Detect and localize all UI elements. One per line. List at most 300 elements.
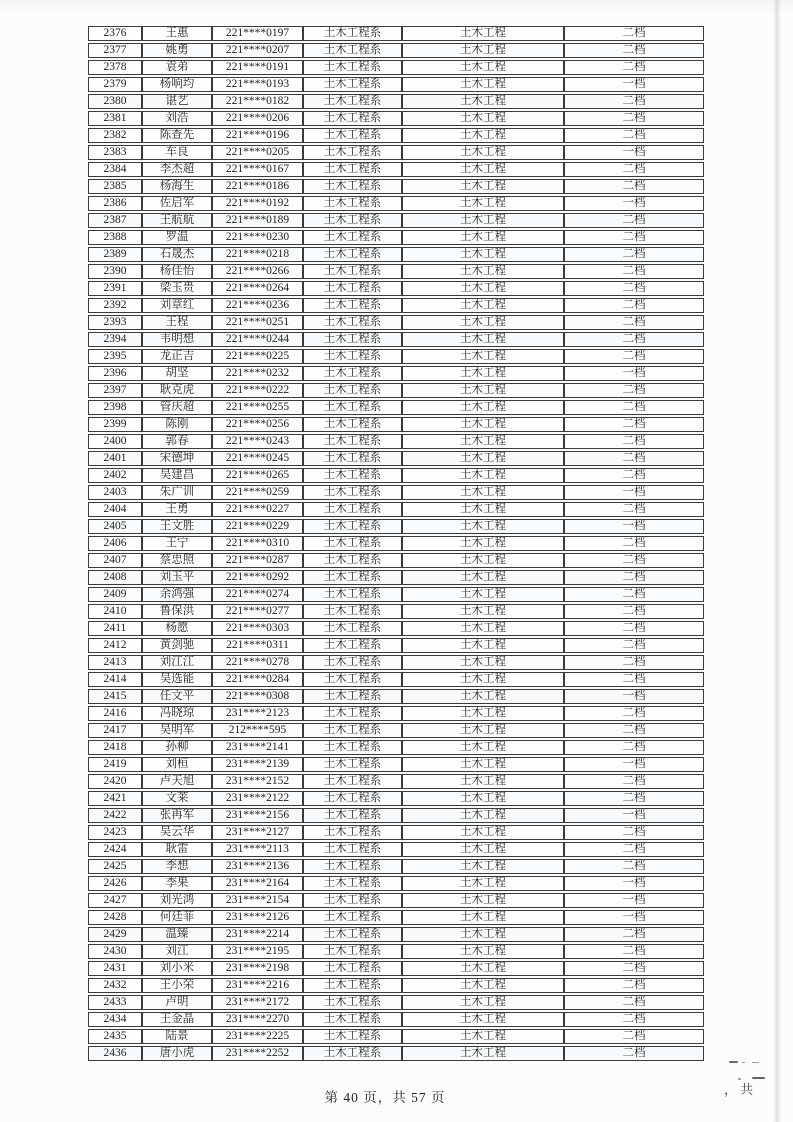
bleed-through-smudge [742, 1062, 745, 1063]
cell-tier: 二档 [564, 655, 704, 670]
cell-major: 土木工程 [402, 740, 564, 755]
cell-tier: 二档 [564, 162, 704, 177]
bleed-through-smudge [729, 1061, 738, 1063]
cell-index: 2378 [88, 60, 142, 75]
cell-index: 2413 [88, 655, 142, 670]
cell-tier: 二档 [564, 995, 704, 1010]
cell-tier: 二档 [564, 383, 704, 398]
table-row [88, 417, 704, 432]
cell-index: 2410 [88, 604, 142, 619]
table-row [88, 859, 704, 874]
cell-major: 土木工程 [402, 978, 564, 993]
cell-major: 土木工程 [402, 961, 564, 976]
cell-department: 土木工程系 [303, 910, 402, 925]
cell-name: 余鸿强 [142, 587, 212, 602]
cell-major: 土木工程 [402, 315, 564, 330]
cell-major: 土木工程 [402, 689, 564, 704]
cell-index: 2426 [88, 876, 142, 891]
cell-student-id: 221****0192 [212, 196, 303, 211]
cell-name: 刘桓 [142, 757, 212, 772]
cell-student-id: 231****2152 [212, 774, 303, 789]
cell-name: 王宁 [142, 536, 212, 551]
cell-tier: 二档 [564, 944, 704, 959]
cell-major: 土木工程 [402, 791, 564, 806]
cell-index: 2406 [88, 536, 142, 551]
cell-major: 土木工程 [402, 757, 564, 772]
cell-major: 土木工程 [402, 26, 564, 41]
table-row [88, 43, 704, 58]
cell-tier: 一档 [564, 77, 704, 92]
cell-student-id: 221****0230 [212, 230, 303, 245]
cell-tier: 二档 [564, 451, 704, 466]
cell-name: 耿克虎 [142, 383, 212, 398]
cell-department: 土木工程系 [303, 1046, 402, 1061]
cell-department: 土木工程系 [303, 723, 402, 738]
cell-name: 王航航 [142, 213, 212, 228]
cell-department: 土木工程系 [303, 111, 402, 126]
cell-student-id: 231****2127 [212, 825, 303, 840]
cell-major: 土木工程 [402, 621, 564, 636]
cell-tier: 二档 [564, 264, 704, 279]
cell-index: 2403 [88, 485, 142, 500]
cell-major: 土木工程 [402, 825, 564, 840]
cell-major: 土木工程 [402, 434, 564, 449]
cell-student-id: 221****0292 [212, 570, 303, 585]
table-row [88, 60, 704, 75]
cell-department: 土木工程系 [303, 196, 402, 211]
cell-index: 2380 [88, 94, 142, 109]
table-row [88, 128, 704, 143]
cell-index: 2424 [88, 842, 142, 857]
cell-tier: 二档 [564, 1012, 704, 1027]
cell-department: 土木工程系 [303, 825, 402, 840]
cell-name: 刘浩 [142, 111, 212, 126]
cell-major: 土木工程 [402, 451, 564, 466]
cell-name: 刘光鸿 [142, 893, 212, 908]
cell-name: 任文平 [142, 689, 212, 704]
cell-index: 2390 [88, 264, 142, 279]
table-row [88, 791, 704, 806]
table-row [88, 961, 704, 976]
cell-name: 刘章红 [142, 298, 212, 313]
cell-index: 2422 [88, 808, 142, 823]
cell-name: 王勇 [142, 502, 212, 517]
cell-department: 土木工程系 [303, 876, 402, 891]
cell-tier: 二档 [564, 536, 704, 551]
cell-index: 2381 [88, 111, 142, 126]
cell-tier: 二档 [564, 502, 704, 517]
cell-tier: 二档 [564, 825, 704, 840]
cell-major: 土木工程 [402, 247, 564, 262]
cell-department: 土木工程系 [303, 26, 402, 41]
table-row [88, 1012, 704, 1027]
cell-department: 土木工程系 [303, 604, 402, 619]
bleed-through-smudge [752, 1062, 759, 1063]
cell-major: 土木工程 [402, 162, 564, 177]
cell-name: 陈刚 [142, 417, 212, 432]
cell-name: 张再军 [142, 808, 212, 823]
cell-department: 土木工程系 [303, 842, 402, 857]
cell-major: 土木工程 [402, 332, 564, 347]
cell-index: 2417 [88, 723, 142, 738]
cell-tier: 二档 [564, 247, 704, 262]
cell-major: 土木工程 [402, 944, 564, 959]
cell-tier: 二档 [564, 587, 704, 602]
table-row [88, 774, 704, 789]
table-row [88, 196, 704, 211]
cell-major: 土木工程 [402, 485, 564, 500]
cell-tier: 一档 [564, 876, 704, 891]
cell-major: 土木工程 [402, 655, 564, 670]
cell-department: 土木工程系 [303, 519, 402, 534]
cell-student-id: 221****0308 [212, 689, 303, 704]
cell-tier: 二档 [564, 961, 704, 976]
table-row [88, 281, 704, 296]
table-row [88, 26, 704, 41]
cell-major: 土木工程 [402, 400, 564, 415]
cell-major: 土木工程 [402, 281, 564, 296]
cell-index: 2393 [88, 315, 142, 330]
cell-tier: 二档 [564, 842, 704, 857]
cell-department: 土木工程系 [303, 859, 402, 874]
cell-tier: 一档 [564, 366, 704, 381]
table-row [88, 723, 704, 738]
cell-major: 土木工程 [402, 383, 564, 398]
cell-department: 土木工程系 [303, 689, 402, 704]
cell-major: 土木工程 [402, 502, 564, 517]
cell-major: 土木工程 [402, 995, 564, 1010]
table-row [88, 842, 704, 857]
cell-name: 蔡忠照 [142, 553, 212, 568]
cell-department: 土木工程系 [303, 570, 402, 585]
cell-department: 土木工程系 [303, 400, 402, 415]
cell-student-id: 221****0229 [212, 519, 303, 534]
cell-student-id: 221****0266 [212, 264, 303, 279]
cell-tier: 二档 [564, 672, 704, 687]
cell-tier: 二档 [564, 298, 704, 313]
cell-student-id: 221****0232 [212, 366, 303, 381]
cell-index: 2397 [88, 383, 142, 398]
table-row [88, 213, 704, 228]
cell-major: 土木工程 [402, 1012, 564, 1027]
cell-department: 土木工程系 [303, 230, 402, 245]
cell-department: 土木工程系 [303, 536, 402, 551]
cell-department: 土木工程系 [303, 893, 402, 908]
table-row [88, 1029, 704, 1044]
cell-student-id: 221****0278 [212, 655, 303, 670]
page-footer: 第 40 页，共 57 页 [324, 1090, 446, 1105]
cell-department: 土木工程系 [303, 808, 402, 823]
cell-index: 2433 [88, 995, 142, 1010]
cell-major: 土木工程 [402, 94, 564, 109]
cell-index: 2392 [88, 298, 142, 313]
cell-name: 郭春 [142, 434, 212, 449]
cell-tier: 二档 [564, 213, 704, 228]
cell-index: 2408 [88, 570, 142, 585]
cell-student-id: 231****2198 [212, 961, 303, 976]
cell-department: 土木工程系 [303, 944, 402, 959]
cell-name: 温臻 [142, 927, 212, 942]
cell-department: 土木工程系 [303, 145, 402, 160]
table-row [88, 434, 704, 449]
cell-major: 土木工程 [402, 1029, 564, 1044]
cell-tier: 二档 [564, 621, 704, 636]
cell-department: 土木工程系 [303, 366, 402, 381]
cell-student-id: 231****2252 [212, 1046, 303, 1061]
cell-name: 鲁保洪 [142, 604, 212, 619]
cell-major: 土木工程 [402, 145, 564, 160]
cell-tier: 二档 [564, 791, 704, 806]
table-row [88, 349, 704, 364]
cell-major: 土木工程 [402, 536, 564, 551]
cell-index: 2436 [88, 1046, 142, 1061]
cell-name: 胡坚 [142, 366, 212, 381]
cell-tier: 一档 [564, 757, 704, 772]
cell-tier: 二档 [564, 417, 704, 432]
cell-tier: 一档 [564, 485, 704, 500]
cell-tier: 二档 [564, 638, 704, 653]
cell-student-id: 221****0310 [212, 536, 303, 551]
cell-index: 2382 [88, 128, 142, 143]
roster-table-body [88, 26, 704, 1061]
cell-index: 2401 [88, 451, 142, 466]
cell-student-id: 221****0167 [212, 162, 303, 177]
cell-tier: 一档 [564, 910, 704, 925]
cell-major: 土木工程 [402, 927, 564, 942]
cell-major: 土木工程 [402, 893, 564, 908]
cell-department: 土木工程系 [303, 213, 402, 228]
cell-index: 2377 [88, 43, 142, 58]
cell-tier: 二档 [564, 927, 704, 942]
cell-tier: 二档 [564, 468, 704, 483]
cell-student-id: 231****2172 [212, 995, 303, 1010]
table-row [88, 944, 704, 959]
cell-index: 2402 [88, 468, 142, 483]
table-row [88, 553, 704, 568]
cell-student-id: 221****0284 [212, 672, 303, 687]
cell-student-id: 221****0236 [212, 298, 303, 313]
cell-index: 2384 [88, 162, 142, 177]
cell-student-id: 221****0244 [212, 332, 303, 347]
cell-index: 2423 [88, 825, 142, 840]
bleed-through-text: ，共 [724, 1082, 757, 1097]
cell-major: 土木工程 [402, 638, 564, 653]
cell-name: 杨佳怡 [142, 264, 212, 279]
cell-name: 王金晶 [142, 1012, 212, 1027]
cell-tier: 一档 [564, 808, 704, 823]
cell-major: 土木工程 [402, 349, 564, 364]
table-row [88, 502, 704, 517]
cell-student-id: 221****0189 [212, 213, 303, 228]
cell-student-id: 221****0206 [212, 111, 303, 126]
cell-student-id: 231****2154 [212, 893, 303, 908]
cell-department: 土木工程系 [303, 264, 402, 279]
cell-name: 李杰超 [142, 162, 212, 177]
cell-name: 刘玉平 [142, 570, 212, 585]
roster-table-container [88, 24, 704, 1063]
cell-index: 2383 [88, 145, 142, 160]
cell-index: 2388 [88, 230, 142, 245]
cell-department: 土木工程系 [303, 485, 402, 500]
cell-major: 土木工程 [402, 774, 564, 789]
cell-student-id: 231****2270 [212, 1012, 303, 1027]
cell-tier: 二档 [564, 43, 704, 58]
cell-department: 土木工程系 [303, 757, 402, 772]
cell-tier: 二档 [564, 570, 704, 585]
cell-name: 杨愿 [142, 621, 212, 636]
cell-major: 土木工程 [402, 519, 564, 534]
cell-department: 土木工程系 [303, 94, 402, 109]
cell-name: 刘江江 [142, 655, 212, 670]
cell-name: 杨海生 [142, 179, 212, 194]
cell-tier: 一档 [564, 519, 704, 534]
cell-student-id: 221****0196 [212, 128, 303, 143]
cell-department: 土木工程系 [303, 706, 402, 721]
table-row [88, 910, 704, 925]
cell-student-id: 221****0207 [212, 43, 303, 58]
table-row [88, 689, 704, 704]
table-row [88, 298, 704, 313]
table-row [88, 383, 704, 398]
cell-student-id: 221****0227 [212, 502, 303, 517]
cell-name: 耿雷 [142, 842, 212, 857]
table-row [88, 587, 704, 602]
cell-major: 土木工程 [402, 230, 564, 245]
cell-student-id: 231****2195 [212, 944, 303, 959]
table-row [88, 1046, 704, 1061]
table-row [88, 876, 704, 891]
cell-student-id: 221****0311 [212, 638, 303, 653]
cell-index: 2419 [88, 757, 142, 772]
cell-department: 土木工程系 [303, 383, 402, 398]
cell-major: 土木工程 [402, 587, 564, 602]
cell-major: 土木工程 [402, 672, 564, 687]
cell-major: 土木工程 [402, 468, 564, 483]
cell-tier: 二档 [564, 349, 704, 364]
cell-tier: 二档 [564, 978, 704, 993]
cell-tier: 二档 [564, 332, 704, 347]
table-row [88, 638, 704, 653]
cell-tier: 二档 [564, 111, 704, 126]
cell-tier: 二档 [564, 1029, 704, 1044]
table-row [88, 315, 704, 330]
cell-department: 土木工程系 [303, 995, 402, 1010]
cell-major: 土木工程 [402, 179, 564, 194]
cell-major: 土木工程 [402, 570, 564, 585]
cell-index: 2387 [88, 213, 142, 228]
cell-name: 谌艺 [142, 94, 212, 109]
cell-student-id: 221****0225 [212, 349, 303, 364]
cell-student-id: 231****2136 [212, 859, 303, 874]
cell-major: 土木工程 [402, 910, 564, 925]
cell-tier: 一档 [564, 145, 704, 160]
cell-department: 土木工程系 [303, 315, 402, 330]
cell-tier: 二档 [564, 1046, 704, 1061]
cell-major: 土木工程 [402, 264, 564, 279]
cell-student-id: 221****0186 [212, 179, 303, 194]
cell-major: 土木工程 [402, 859, 564, 874]
cell-tier: 二档 [564, 723, 704, 738]
cell-name: 刘小米 [142, 961, 212, 976]
cell-tier: 二档 [564, 315, 704, 330]
cell-major: 土木工程 [402, 553, 564, 568]
cell-name: 韦明想 [142, 332, 212, 347]
table-row [88, 604, 704, 619]
table-row [88, 808, 704, 823]
cell-index: 2385 [88, 179, 142, 194]
cell-student-id: 221****0264 [212, 281, 303, 296]
cell-major: 土木工程 [402, 111, 564, 126]
cell-name: 姚勇 [142, 43, 212, 58]
cell-name: 袁弟 [142, 60, 212, 75]
cell-department: 土木工程系 [303, 417, 402, 432]
cell-name: 何廷菲 [142, 910, 212, 925]
cell-student-id: 221****0191 [212, 60, 303, 75]
cell-student-id: 221****0274 [212, 587, 303, 602]
cell-department: 土木工程系 [303, 740, 402, 755]
cell-department: 土木工程系 [303, 128, 402, 143]
cell-department: 土木工程系 [303, 621, 402, 636]
cell-student-id: 231****2214 [212, 927, 303, 942]
table-row [88, 621, 704, 636]
cell-name: 文莱 [142, 791, 212, 806]
cell-name: 王惠 [142, 26, 212, 41]
cell-student-id: 221****0222 [212, 383, 303, 398]
cell-index: 2415 [88, 689, 142, 704]
cell-tier: 一档 [564, 689, 704, 704]
cell-department: 土木工程系 [303, 655, 402, 670]
table-row [88, 825, 704, 840]
table-row [88, 366, 704, 381]
table-row [88, 451, 704, 466]
cell-student-id: 221****0197 [212, 26, 303, 41]
cell-index: 2404 [88, 502, 142, 517]
cell-tier: 一档 [564, 893, 704, 908]
cell-tier: 二档 [564, 230, 704, 245]
cell-index: 2405 [88, 519, 142, 534]
cell-student-id: 221****0243 [212, 434, 303, 449]
cell-index: 2430 [88, 944, 142, 959]
cell-major: 土木工程 [402, 366, 564, 381]
cell-tier: 二档 [564, 60, 704, 75]
cell-major: 土木工程 [402, 1046, 564, 1061]
table-row [88, 570, 704, 585]
cell-student-id: 231****2113 [212, 842, 303, 857]
cell-index: 2421 [88, 791, 142, 806]
cell-tier: 二档 [564, 604, 704, 619]
cell-index: 2427 [88, 893, 142, 908]
cell-student-id: 231****2216 [212, 978, 303, 993]
cell-major: 土木工程 [402, 876, 564, 891]
cell-index: 2379 [88, 77, 142, 92]
cell-tier: 二档 [564, 94, 704, 109]
table-row [88, 332, 704, 347]
cell-index: 2431 [88, 961, 142, 976]
cell-name: 李想 [142, 859, 212, 874]
cell-student-id: 221****0259 [212, 485, 303, 500]
table-row [88, 179, 704, 194]
cell-major: 土木工程 [402, 298, 564, 313]
cell-student-id: 221****0245 [212, 451, 303, 466]
cell-name: 管庆超 [142, 400, 212, 415]
cell-name: 吴明军 [142, 723, 212, 738]
cell-department: 土木工程系 [303, 298, 402, 313]
cell-tier: 二档 [564, 859, 704, 874]
cell-department: 土木工程系 [303, 774, 402, 789]
cell-department: 土木工程系 [303, 1029, 402, 1044]
cell-major: 土木工程 [402, 706, 564, 721]
cell-student-id: 221****0303 [212, 621, 303, 636]
